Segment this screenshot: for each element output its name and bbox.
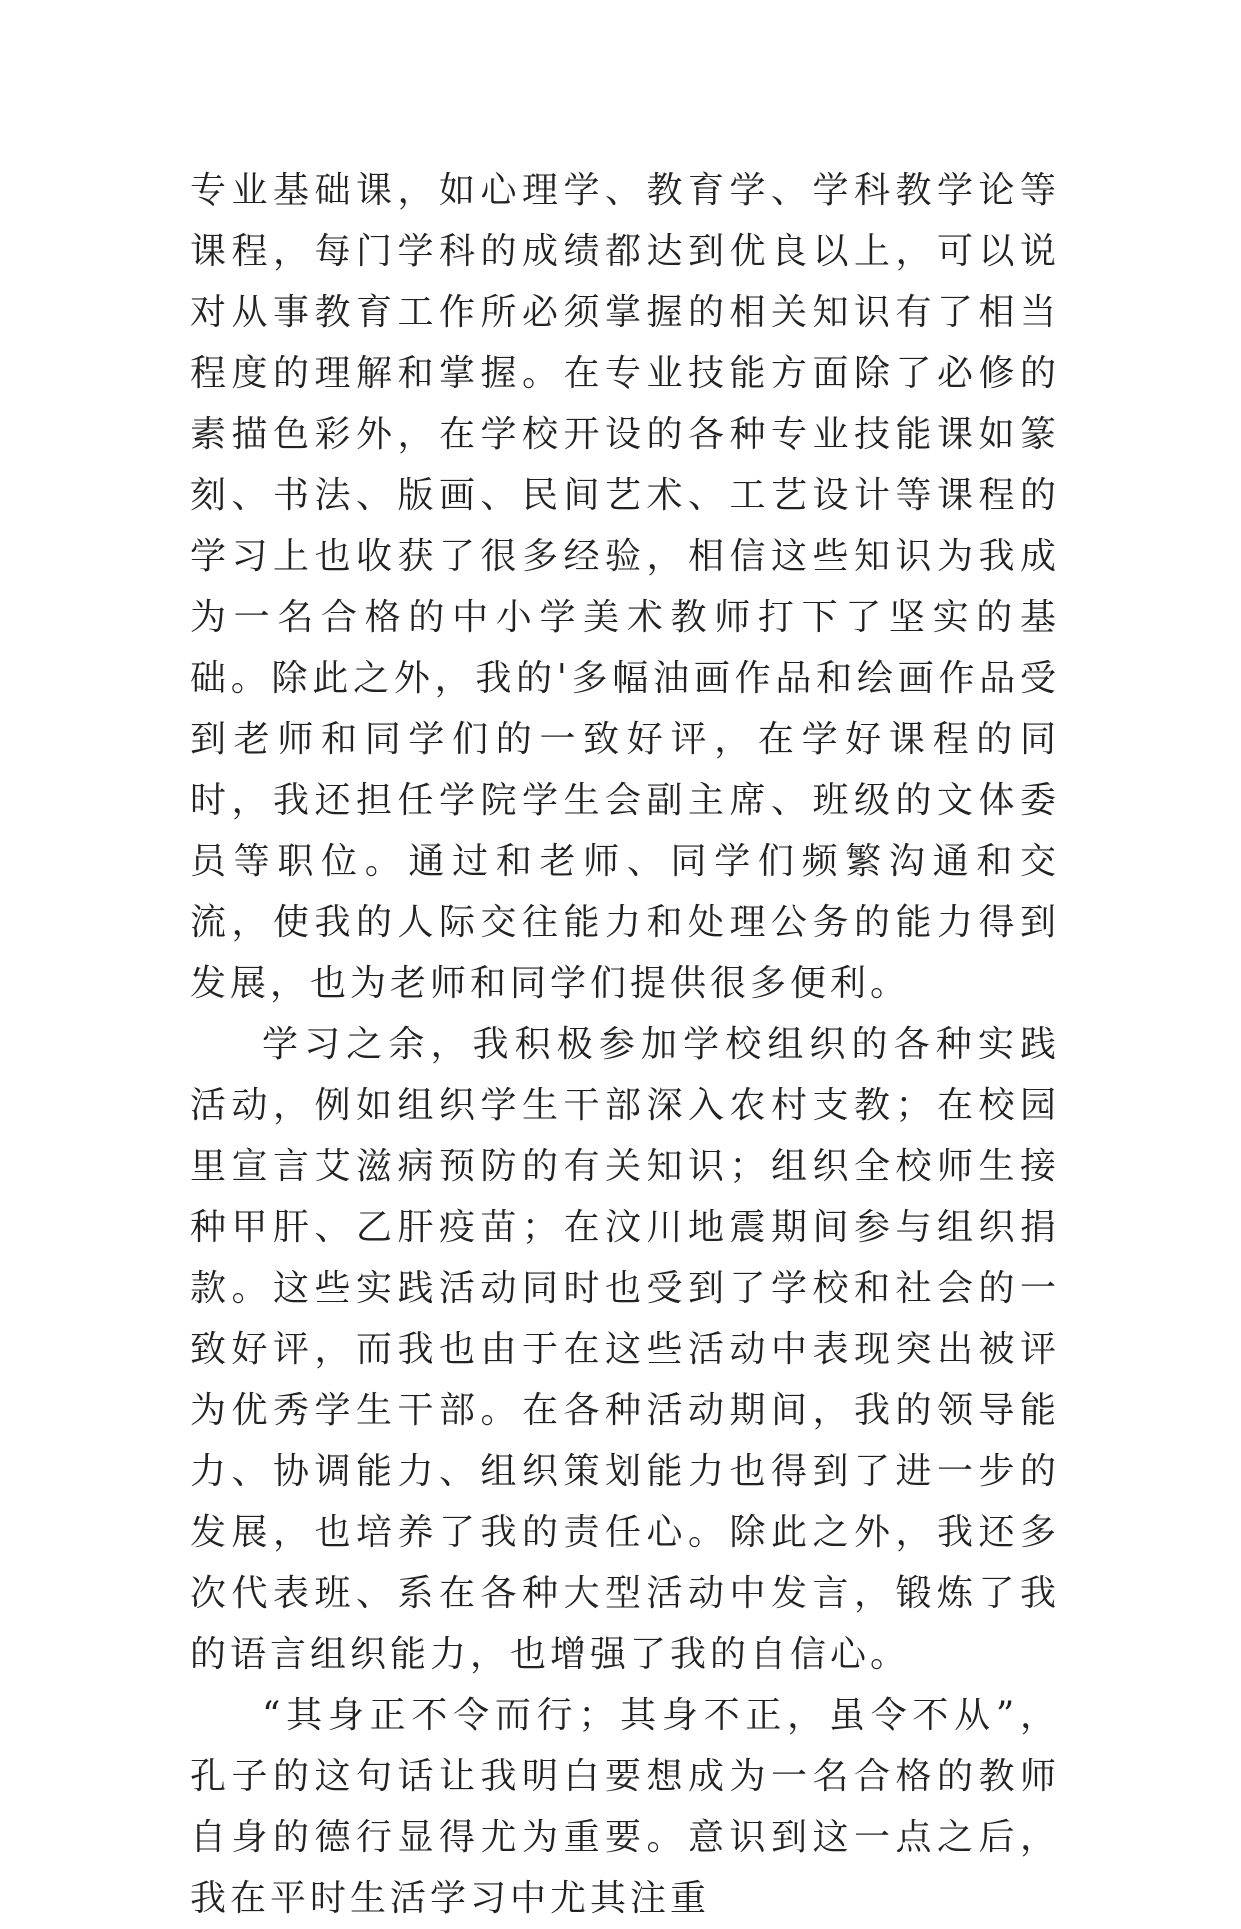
paragraph-3: “其身正不令而行；其身不正，虽令不从”，孔子的这句话让我明白要想成为一名合格的教师自身的德行显得尤为重要。意识到这一点之后，我在平时生活学习中尤其注重 — [190, 1695, 1060, 1919]
paragraph-1: 专业基础课，如心理学、教育学、学科教学论等课程，每门学科的成绩都达到优良以上，可以说对从事教育工作所必须掌握的相关知识有了相当程度的理解和掌握。在专业技能方面除了必修的素描色彩外，在学校开设的各种专业技能课如篆刻、书法、版画、民间艺术、工艺设计等课程的学习上也收获了很多经验，相信这些知识为我成为一名合格的中小学美术教师打下了坚实的基础。除此之外，我的'多幅油画作品和绘画作品受到老师和同学们的一致好评，在学好课程的同时，我还担任学院学生会副主席、班级的文体委员等职位。通过和老师、同学们频繁沟通和交流，使我的人际交往能力和处理公务的能力得到发展，也为老师和同学们提供很多便利。 — [190, 170, 1060, 1004]
paragraph-2: 学习之余，我积极参加学校组织的各种实践活动，例如组织学生干部深入农村支教；在校园里宣言艾滋病预防的有关知识；组织全校师生接种甲肝、乙肝疫苗；在汶川地震期间参与组织捐款。这些实践活动同时也受到了学校和社会的一致好评，而我也由于在这些活动中表现突出被评为优秀学生干部。在各种活动期间，我的领导能力、协调能力、组织策划能力也得到了进一步的发展，也培养了我的责任心。除此之外，我还多次代表班、系在各种大型活动中发言，锻炼了我的语言组织能力，也增强了我的自信心。 — [190, 1024, 1060, 1675]
document-body — [190, 160, 1060, 1929]
